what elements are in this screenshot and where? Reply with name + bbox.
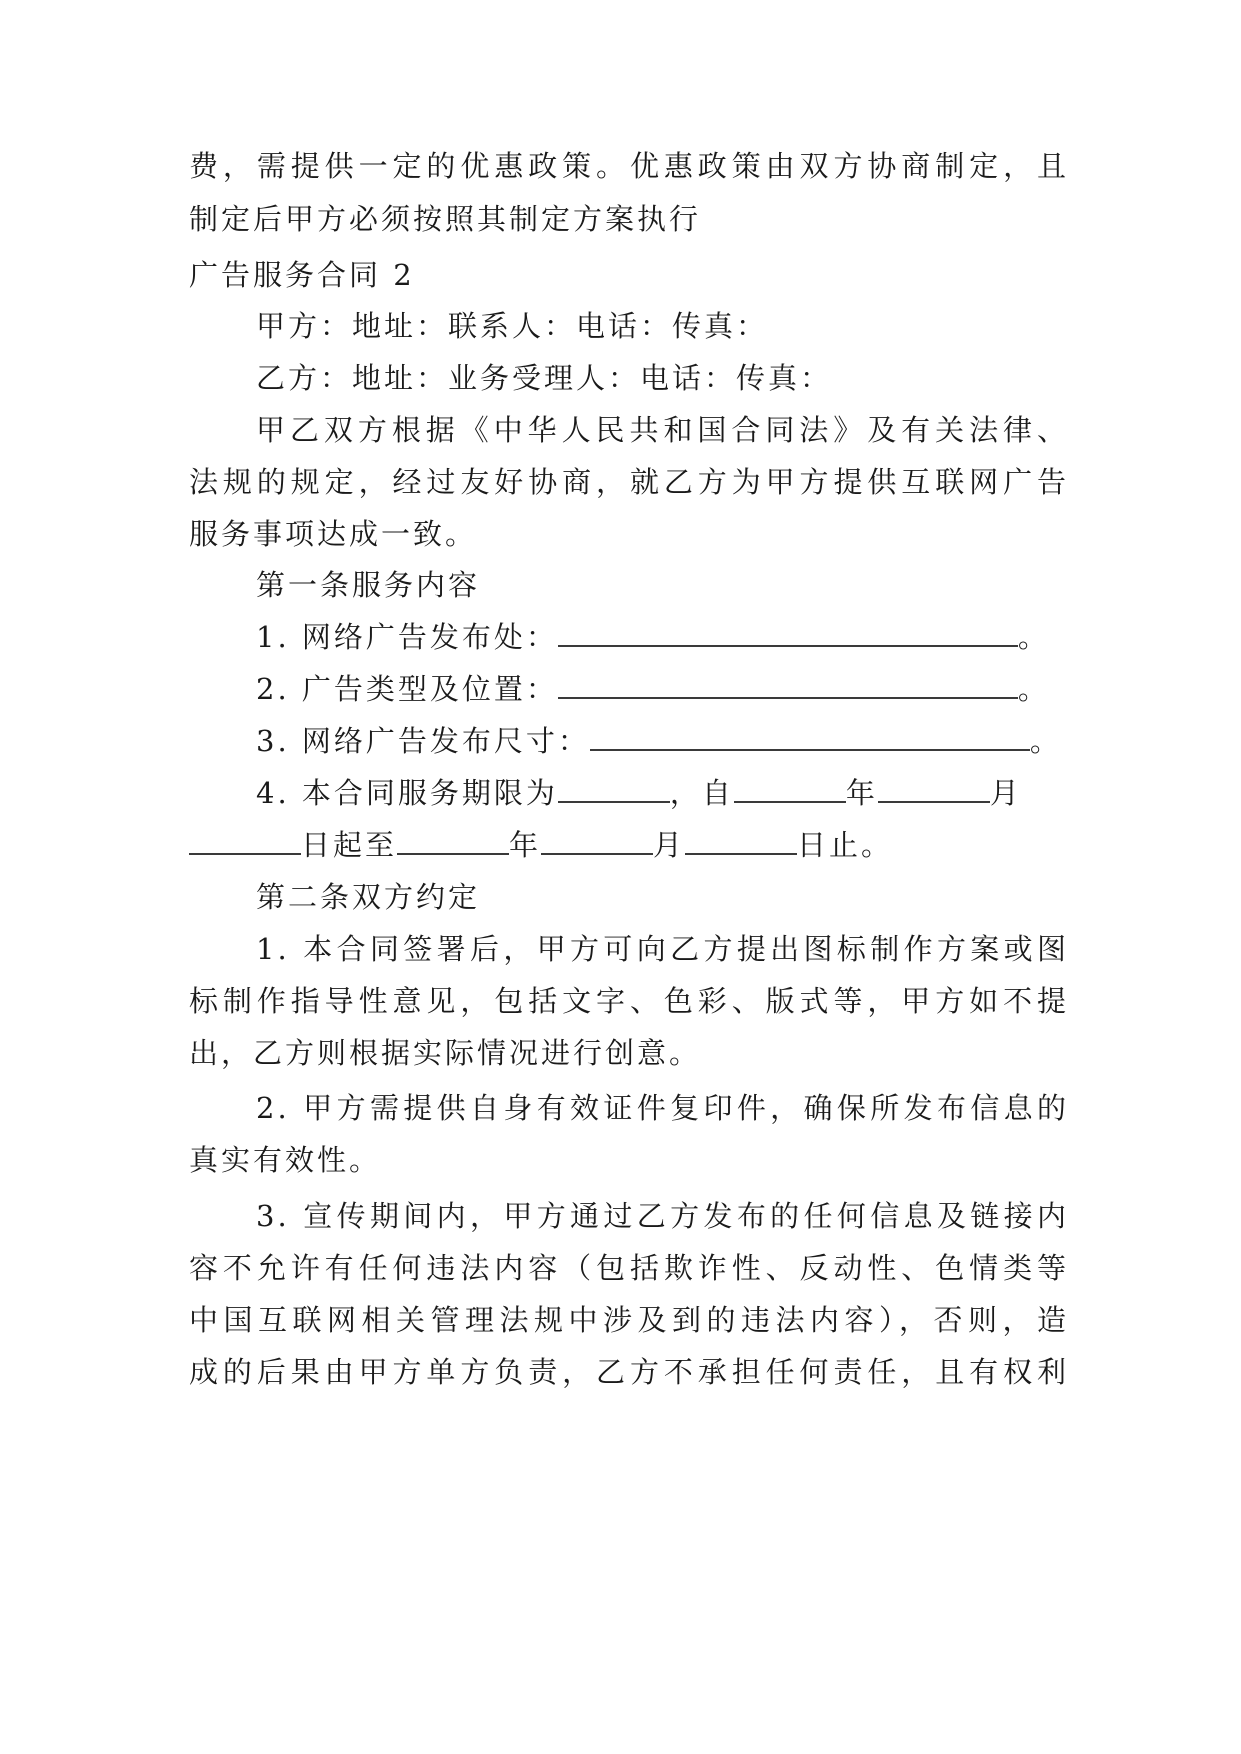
fill-blank [189,827,301,855]
paragraph-line: 成的后果由甲方单方负责，乙方不承担任何责任，且有权利 [189,1355,1069,1389]
period-label: 4. 本合同服务期限为 [256,776,558,810]
paragraph-line: 标制作指导性意见，包括文字、色彩、版式等，甲方如不提 [189,984,1069,1018]
paragraph-line: 真实有效性。 [189,1143,382,1177]
fill-blank [878,775,990,803]
fill-item-label: 3. 网络广告发布尺寸： [256,724,590,758]
fill-item-3 [256,721,1136,761]
contract-title: 广告服务合同 2 [189,258,415,292]
fill-blank [734,775,846,803]
party-a-info: 甲方：地址：联系人：电话：传真： [256,309,769,343]
fill-blank [541,827,653,855]
period-from-label: ，自 [669,776,734,810]
fill-blank [590,723,1030,751]
paragraph-line: 容不允许有任何违法内容（包括欺诈性、反动性、色情类等 [189,1251,1069,1285]
year-label: 年 [845,776,878,810]
paragraph-line: 3. 宣传期间内，甲方通过乙方发布的任何信息及链接内 [256,1199,1069,1233]
paragraph-line: 费，需提供一定的优惠政策。优惠政策由双方协商制定，且 [189,149,1069,183]
fill-item-end: 。 [1017,672,1050,706]
fill-item-end: 。 [1017,620,1050,654]
paragraph-line: 2. 甲方需提供自身有效证件复印件，确保所发布信息的 [256,1091,1069,1125]
fill-blank [558,619,1018,647]
day-from-label: 日起至 [301,828,398,862]
month-label: 月 [989,776,1022,810]
fill-item-1 [256,617,1136,657]
fill-item-2 [256,669,1136,709]
article-heading-2: 第二条双方约定 [256,880,481,914]
article-heading-1: 第一条服务内容 [256,568,481,602]
paragraph-line: 中国互联网相关管理法规中涉及到的违法内容），否则，造 [189,1303,1069,1337]
fill-item-4 [256,773,1136,813]
paragraph-line: 法规的规定，经过友好协商，就乙方为甲方提供互联网广告 [189,465,1069,499]
paragraph-line: 甲乙双方根据《中华人民共和国合同法》及有关法律、 [256,413,1069,447]
fill-item-end: 。 [1029,724,1062,758]
month-label: 月 [653,828,686,862]
paragraph-line: 出，乙方则根据实际情况进行创意。 [189,1036,702,1070]
year-label: 年 [509,828,542,862]
paragraph-line: 1. 本合同签署后，甲方可向乙方提出图标制作方案或图 [256,932,1069,966]
paragraph-line: 服务事项达成一致。 [189,517,478,551]
fill-item-label: 1. 网络广告发布处： [256,620,558,654]
paragraph-line: 制定后甲方必须按照其制定方案执行 [189,202,702,236]
day-to-label: 日止。 [797,828,894,862]
party-b-info: 乙方：地址：业务受理人：电话：传真： [256,361,833,395]
fill-item-4-continued [189,825,1069,865]
fill-blank [685,827,797,855]
fill-blank [397,827,509,855]
fill-item-label: 2. 广告类型及位置： [256,672,558,706]
fill-blank [558,671,1018,699]
fill-blank [558,775,670,803]
